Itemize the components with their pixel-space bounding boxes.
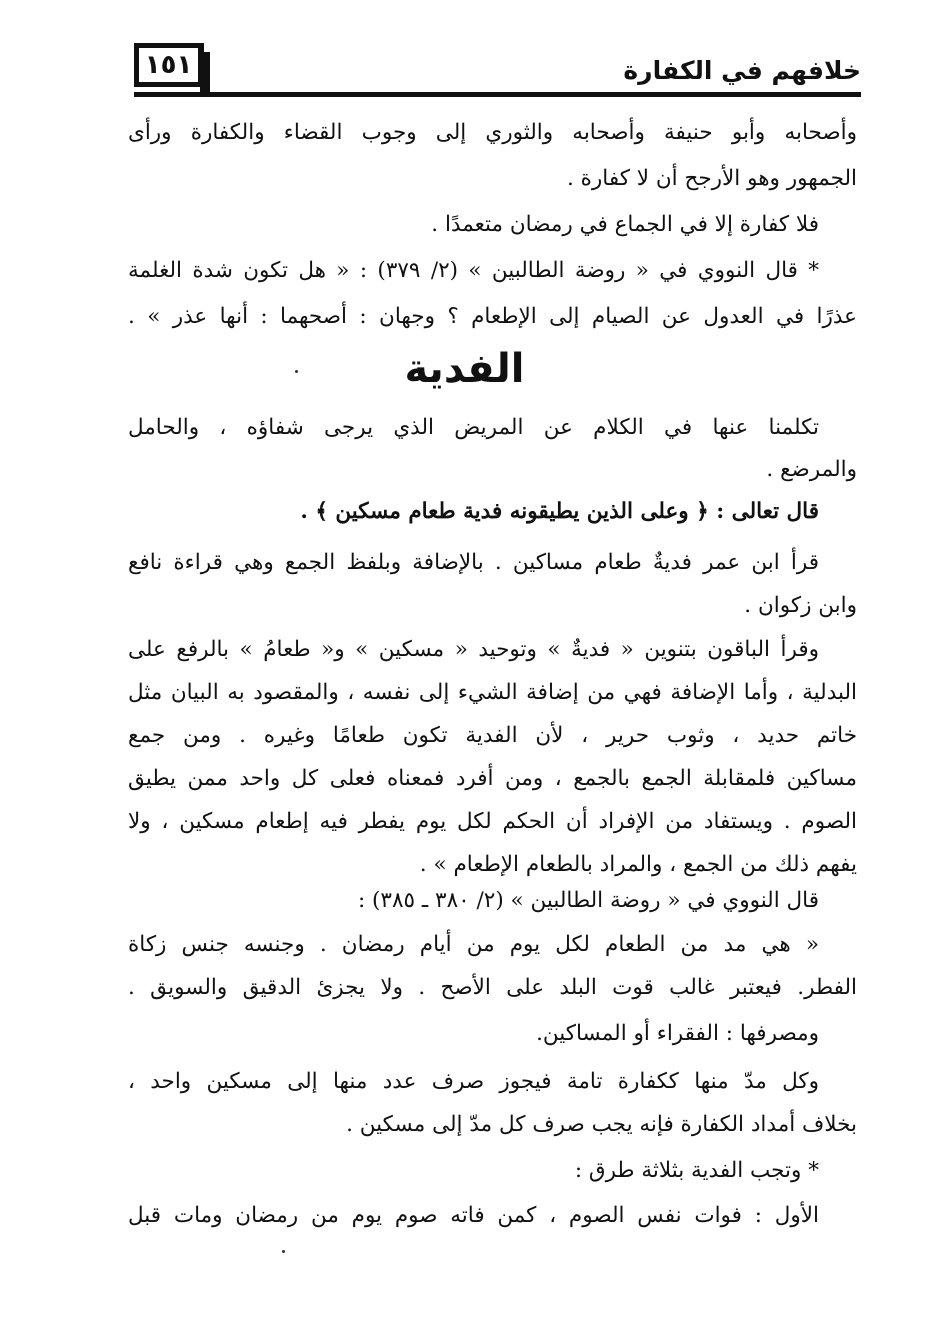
text-line: وأصحابه وأبو حنيفة وأصحابه والثوري إلى وجوب القضاء والكفارة ورأى <box>128 120 857 145</box>
scan-speck <box>282 1250 285 1253</box>
text-line: * وتجب الفدية بثلاثة طرق : <box>574 1158 819 1183</box>
text-line: تكلمنا عنها في الكلام عن المريض الذي يرجى شفاؤه ، والحامل <box>128 415 819 440</box>
text-line: البدلية ، وأما الإضافة فهي من إضافة الشيء إلى نفسه ، والمقصود به البيان مثل <box>128 680 857 705</box>
running-title: خلافهم في الكفارة <box>623 56 861 85</box>
text-line: * قال النووي في « روضة الطالبين » (٢/ ٣٧٩) : « هل تكون شدة الغلمة <box>128 258 820 283</box>
text-line: الصوم . ويستفاد من الإفراد أن الحكم لكل يوم يفطر فيه إطعام مسكين ، ولا <box>128 809 857 834</box>
text-line: الأول : فوات نفس الصوم ، كمن فاته صوم يوم من رمضان ومات قبل <box>128 1203 819 1228</box>
page-number <box>134 43 204 87</box>
quran-verse-line: قال تعالى : ﴿ وعلى الذين يطيقونه فدية طعام مسكين ﴾ . <box>300 499 819 524</box>
section-heading <box>0 344 929 394</box>
text-line: ومصرفها : الفقراء أو المساكين. <box>536 1021 819 1046</box>
text-line: وقرأ الباقون بتنوين « فديةٌ » وتوحيد « مسكين » و« طعامُ » بالرفع على <box>128 637 819 662</box>
text-line: وابن زكوان . <box>744 593 857 618</box>
text-line: قرأ ابن عمر فديةٌ طعام مساكين . بالإضافة وبلفظ الجمع وهي قراءة نافع <box>128 550 819 575</box>
text-line: خاتم حديد ، وثوب حرير ، لأن الفدية تكون طعامًا وغيره . ومن جمع <box>128 723 857 748</box>
header-rule <box>134 92 861 97</box>
text-line: مساكين فلمقابلة الجمع بالجمع ، ومن أفرد فمعناه فعلى كل واحد ممن يطيق <box>128 766 857 791</box>
text-line: الجمهور وهو الأرجح أن لا كفارة . <box>566 166 857 191</box>
text-line: قال النووي في « روضة الطالبين » (٢/ ٣٨٠ ـ ٣٨٥) : <box>357 888 819 913</box>
section-heading-text: الفدية <box>404 346 525 392</box>
text-line: الفطر. فيعتبر غالب قوت البلد على الأصح . ولا يجزئ الدقيق والسويق . <box>128 975 857 1000</box>
text-line: عذرًا في العدول عن الصيام إلى الإطعام ؟ وجهان : أصحهما : أنها عذر » . <box>128 304 857 329</box>
text-line: وكل مدّ منها ككفارة تامة فيجوز صرف عدد منها إلى مسكين واحد ، <box>128 1069 819 1094</box>
page-number-text: ١٥١ <box>144 50 193 80</box>
text-line: بخلاف أمداد الكفارة فإنه يجب صرف كل مدّ إلى مسكين . <box>346 1112 857 1137</box>
text-line: فلا كفارة إلا في الجماع في رمضان متعمدًا . <box>431 212 819 237</box>
scan-speck <box>295 370 298 373</box>
text-line: يفهم ذلك من الجمع ، والمراد بالطعام الإطعام » . <box>419 852 857 877</box>
text-line: « هي مد من الطعام لكل يوم من أيام رمضان . وجنسه جنس زكاة <box>128 932 819 957</box>
text-line: والمرضع . <box>766 457 857 482</box>
